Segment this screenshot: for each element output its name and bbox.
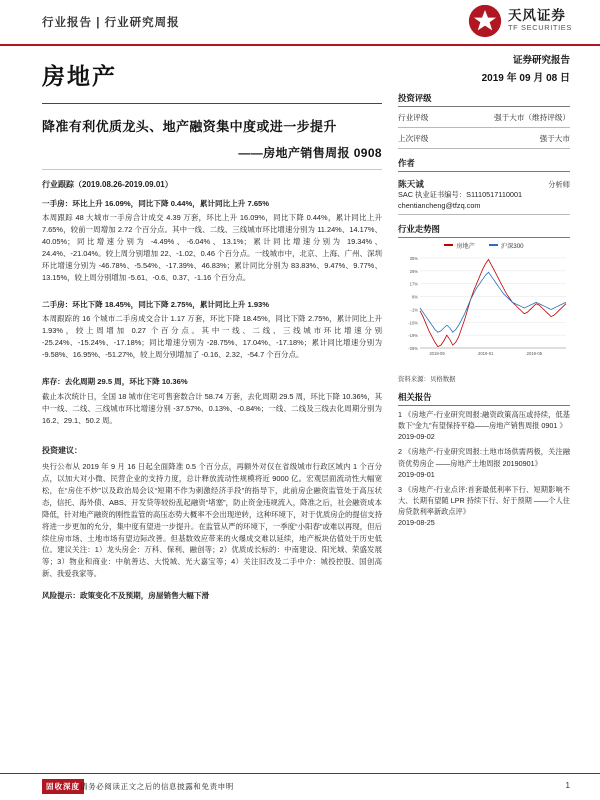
logo-text <box>508 9 572 32</box>
list-item[interactable] <box>398 409 570 442</box>
spacer <box>42 363 382 370</box>
legend-item-sector <box>444 241 475 250</box>
report-date: 2019 年 09 月 08 日 <box>481 73 570 84</box>
industry-trend-chart <box>398 254 570 372</box>
article-body <box>42 179 382 603</box>
divider <box>398 106 570 107</box>
svg-text:-19%: -19% <box>408 333 418 339</box>
divider <box>398 237 570 238</box>
svg-text:2019-05: 2019-05 <box>526 350 543 356</box>
svg-text:26%: 26% <box>409 268 418 274</box>
inventory-summary: 库存：去化周期 29.5 周，环比下降 10.36% <box>42 377 188 387</box>
page-footer <box>0 773 600 800</box>
rating-value: 强于大市（维持评级） <box>494 113 570 122</box>
legend-swatch-icon <box>444 244 453 246</box>
spacer <box>42 429 382 436</box>
tf-securities-logo-icon <box>468 4 502 38</box>
logo-name-en: TF SECURITIES <box>507 23 572 33</box>
divider <box>398 405 570 406</box>
prev-rating-value: 强于大市 <box>539 134 570 143</box>
list-item[interactable] <box>398 446 570 479</box>
divider <box>398 148 570 149</box>
svg-text:8%: 8% <box>411 294 418 300</box>
article-headline: 降准有利优质龙头、地产融资集中度或进一步提升 <box>42 119 337 134</box>
first-hand-body: 本周跟踪 48 大城市一手房合计成交 4.39 万套，环比上升 16.09%，同比下降 0.44%，累计同比上升 7.65%，较前一周增加 2.72 个百分点。其中一线、二线、三线城市环比增速分别为 11.24%、14.17%、40.05%；同比增速分别为 -4.49%、-6.04%、13.1%；累计同比增速分别为 19.34%、24.4%、-21.04%。较上周分别增加 22、-1.02、0.46 个百分点。一线城市中，北京、上海、广州、深圳环比增速分别为 -46.78%、-5.54%、-17.39%、46.83%；累计同比分别为 83.83%、9.47%、9.77%、13.15%，较上周分别增加 -5.61、-0.6、0.37、-1.16 个百分点。 <box>42 213 382 283</box>
svg-text:2018-09: 2018-09 <box>429 350 445 356</box>
disclaimer-text: 请务必阅读正文之后的信息披露和免责申明 <box>80 782 234 791</box>
sidebar <box>398 52 570 532</box>
divider <box>398 214 570 215</box>
legend-label: 沪深300 <box>500 242 524 250</box>
svg-text:17%: 17% <box>409 281 418 287</box>
first-hand-summary: 一手房：环比上升 16.09%，同比下降 0.44%，累计同比上升 7.65% <box>42 198 270 208</box>
author-block <box>398 175 570 190</box>
author-license: SAC 执业证书编号：S1110517110001 <box>398 190 523 199</box>
svg-text:35%: 35% <box>409 255 418 261</box>
chart-section-title: 行业走势图 <box>398 223 440 234</box>
divider <box>398 171 570 172</box>
article-subheadline: ——房地产销售周报 0908 <box>238 146 382 160</box>
chart-legend <box>398 241 570 250</box>
related-reports-title: 相关报告 <box>398 391 432 402</box>
report-type: 证券研究报告 <box>512 55 570 66</box>
logo-name-cn: 天风证券 <box>507 8 566 24</box>
risk-note: 风险提示：政策变化不及预期，房屋销售大幅下滑 <box>42 591 210 601</box>
chart-source-text: 资料来源：贝格数据 <box>398 375 456 383</box>
author-section-title: 作者 <box>398 158 415 168</box>
svg-text:-1%: -1% <box>410 307 418 313</box>
company-logo <box>468 4 572 38</box>
report-text: 1 《房地产-行业研究周报:融资政策高压或持续，低基数下“金九”有望保持平稳——房地产销售周报 0901 》 <box>398 409 570 431</box>
tracking-title: 行业跟踪（2019.08.26-2019.09.01） <box>42 180 173 189</box>
author-name: 陈天诚 <box>398 179 424 189</box>
chart-svg <box>398 254 570 362</box>
second-hand-summary: 二手房：环比下降 18.45%，同比下降 2.75%，累计同比上升 1.93% <box>42 300 270 310</box>
svg-text:-10%: -10% <box>408 320 418 326</box>
divider-grey <box>42 169 382 170</box>
report-text: 3 《房地产-行业点评:首套最低利率下行、短期影响不大、长期有望随 LPR 持续下行、好于预期 ——个人住房贷款利率新政点评》 <box>398 484 570 517</box>
svg-text:-28%: -28% <box>408 345 418 351</box>
page-number: 1 <box>565 781 570 790</box>
rating-label: 行业评级 <box>398 113 429 122</box>
table-row <box>398 110 570 125</box>
page-header <box>0 0 600 46</box>
table-row <box>398 131 570 146</box>
rating-section-title: 投资评级 <box>398 93 432 103</box>
advice-body: 央行公布从 2019 年 9 月 16 日起全面降准 0.5 个百分点，再额外对仅在省级城市行政区域内 1 个百分点，以加大对小微、民营企业的支持力度，总计释放流动性规模将近 9000 亿。宏观层面流动性大幅宽松，在“房住不炒”以及政治局会议“短期不作为刺激经济手段”的指导下，此前房企融资监管处于高压状态，信托、海外债、ABS、开发贷等较纷乱起融资“堵塞”，防止资金违规流入，降准之后，社会融资成本降低，针对地产融资的刚性监管的高压态势大概率不会出现逆转，这种环境下，对于优质房企的提信支持将进一步更加的允分，集中度有望进一步提升。在监管从严的环境下，一季度“小阳春”或难以再现，但后续住房市场、土地市场有望边际改善。但基数效应带来的火爆成交难以延续，地产板块估值处于历史低位。建议关注：1）龙头房企：万科、保利、融创等；2）优质成长标的：中南建设、阳光城、荣盛发展等；3）物业和商业：中航善达、大悦城、光大嘉宝等；4）关注旧改及二手中介：城投控股、国创高新、我爱我家等。 <box>42 461 382 579</box>
second-hand-body: 本周跟踪的 16 个城市二手房成交合计 1.17 万套，环比下降 18.45%，同比下降 2.75%，累计同比上升 1.93%，较上周增加 0.27 个百分点。其中一线、二线、三线城市环比增速分别 -25.24%、-15.24%、-17.18%；同比增速分别为 -28.75%、17.04%、-17.18%；累计同比增速分别为 -9.58%、16.95%、-51.27%，较上周分别增加了 -0.16、2.32、-54.7 个百分点。 <box>42 314 382 360</box>
advice-title: 投资建议： <box>42 445 82 455</box>
breadcrumb: 行业报告 | 行业研究周报 <box>42 17 180 29</box>
author-role: 分析师 <box>548 180 570 189</box>
footer-badge: 固收深度 <box>42 779 84 794</box>
divider-red <box>42 103 382 104</box>
legend-swatch-icon <box>489 244 498 246</box>
report-date: 2019-09-01 <box>398 469 435 479</box>
report-date: 2019-08-25 <box>398 518 435 528</box>
prev-rating-label: 上次评级 <box>398 134 429 143</box>
author-email[interactable]: chentiancheng@tfzq.com <box>398 200 481 210</box>
report-text: 2 《房地产-行业研究周报:土地市场供需两极，关注融资优势房企 ——房地产土地周报 20190901》 <box>398 447 570 468</box>
legend-label: 房地产 <box>456 242 475 250</box>
spacer <box>42 286 382 293</box>
legend-item-index <box>489 241 524 250</box>
main-content <box>42 52 382 603</box>
page-title: 房地产 <box>42 63 117 89</box>
svg-text:2019-01: 2019-01 <box>478 350 494 356</box>
report-date: 2019-09-02 <box>398 432 435 442</box>
inventory-body: 截止本次统计日，全国 18 城市住宅可售套数合计 58.74 万套，去化周期 29.5 周，环比下降 10.36%，其中一线、二线、三线城市环比增速分别 -37.57%、0.13%、-0.84%；一线、二线及三线去化周期分别为 16.2、29.1、50.2 周。 <box>42 391 382 425</box>
divider <box>398 127 570 128</box>
list-item[interactable] <box>398 484 570 529</box>
